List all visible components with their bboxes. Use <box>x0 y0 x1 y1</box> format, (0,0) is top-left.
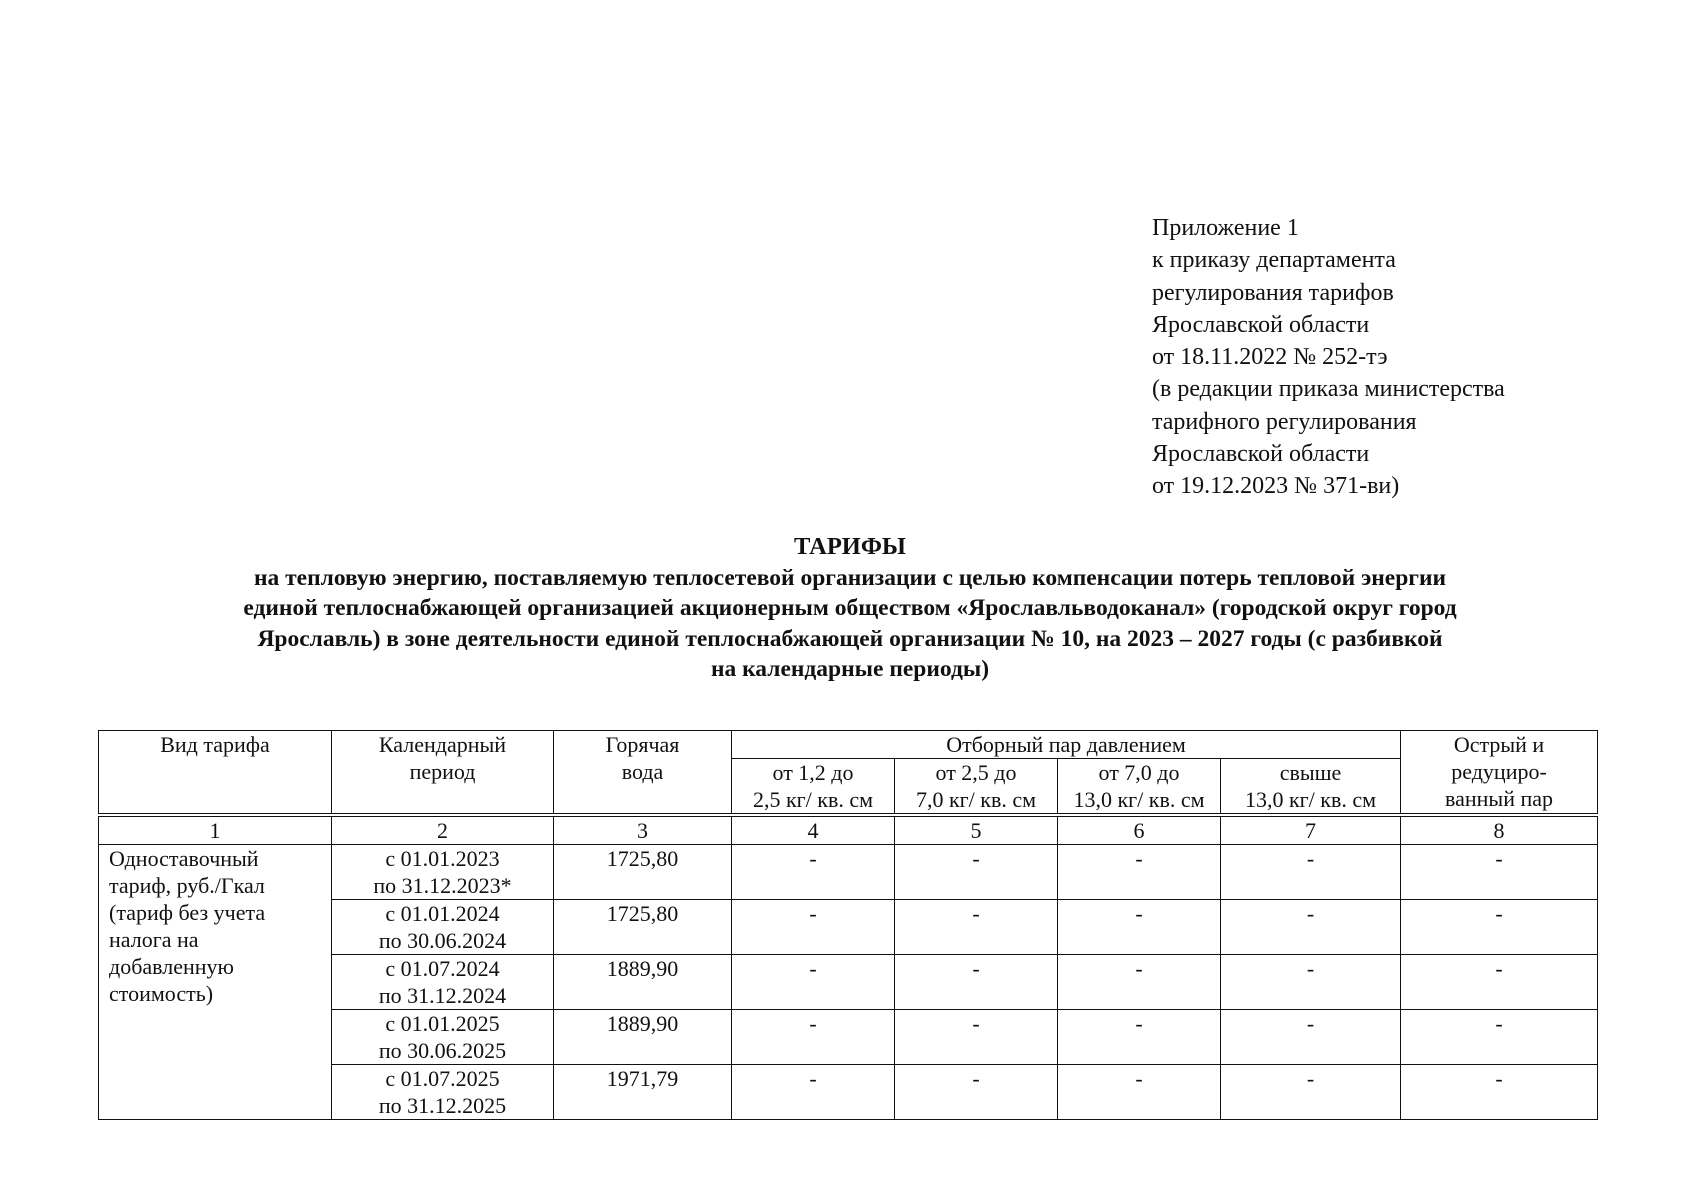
hot-water-cell: 1725,80 <box>554 900 732 955</box>
column-number: 3 <box>554 815 732 845</box>
steam-4-cell: - <box>1221 1065 1401 1120</box>
sharp-steam-cell: - <box>1401 955 1598 1010</box>
sharp-steam-cell: - <box>1401 1010 1598 1065</box>
table-row <box>99 845 1598 900</box>
title-line: Ярославль) в зоне деятельности единой теплоснабжающей организации № 10, на 2023 – 2027 годы (с разбивкой <box>257 625 1443 652</box>
hot-water-cell: 1725,80 <box>554 845 732 900</box>
header-steam-3: от 7,0 до 13,0 кг/ кв. см <box>1058 759 1221 816</box>
header-tariff-type: Вид тарифа <box>99 731 332 816</box>
steam-2-cell: - <box>895 1065 1058 1120</box>
sharp-steam-cell: - <box>1401 1065 1598 1120</box>
period-cell: с 01.01.2023 по 31.12.2023* <box>332 845 554 900</box>
appendix-line: Ярославской области <box>1152 441 1370 468</box>
column-number: 5 <box>895 815 1058 845</box>
appendix-line: к приказу департамента <box>1152 247 1396 274</box>
appendix-line: регулирования тарифов <box>1152 279 1394 306</box>
appendix-line: Приложение 1 <box>1152 215 1299 241</box>
sharp-steam-cell: - <box>1401 900 1598 955</box>
header-period: Календарный период <box>332 731 554 816</box>
title-line: на календарные периоды) <box>710 656 990 682</box>
steam-2-cell: - <box>895 845 1058 900</box>
steam-3-cell: - <box>1058 955 1221 1010</box>
hot-water-cell: 1889,90 <box>554 1010 732 1065</box>
appendix-line: Ярославской области <box>1152 311 1370 338</box>
steam-3-cell: - <box>1058 1065 1221 1120</box>
header-steam-1: от 1,2 до 2,5 кг/ кв. см <box>732 759 895 816</box>
document-title <box>100 532 1600 685</box>
period-cell: с 01.07.2024 по 31.12.2024 <box>332 955 554 1010</box>
steam-1-cell: - <box>732 1010 895 1065</box>
appendix-line: (в редакции приказа министерства <box>1152 376 1505 403</box>
column-number: 4 <box>732 815 895 845</box>
page-title: ТАРИФЫ <box>794 533 906 560</box>
steam-4-cell: - <box>1221 955 1401 1010</box>
period-cell: с 01.07.2025 по 31.12.2025 <box>332 1065 554 1120</box>
period-cell: с 01.01.2024 по 30.06.2024 <box>332 900 554 955</box>
header-steam-2: от 2,5 до 7,0 кг/ кв. см <box>895 759 1058 816</box>
column-number: 2 <box>332 815 554 845</box>
column-number: 8 <box>1401 815 1598 845</box>
appendix-line: от 18.11.2022 № 252-тэ <box>1152 344 1388 371</box>
tariff-type-cell: Одноставочный тариф, руб./Гкал (тариф без учета налога на добавленную стоимость) <box>99 845 332 1120</box>
header-steam-4: свыше 13,0 кг/ кв. см <box>1221 759 1401 816</box>
steam-1-cell: - <box>732 845 895 900</box>
appendix-note <box>1152 212 1672 503</box>
column-number: 7 <box>1221 815 1401 845</box>
steam-2-cell: - <box>895 955 1058 1010</box>
appendix-line: от 19.12.2023 № 371-ви) <box>1152 473 1400 500</box>
steam-4-cell: - <box>1221 900 1401 955</box>
column-number: 6 <box>1058 815 1221 845</box>
header-hot-water: Горячая вода <box>554 731 732 816</box>
steam-2-cell: - <box>895 900 1058 955</box>
title-line: на тепловую энергию, поставляемую теплосетевой организации с целью компенсации потерь тепловой энергии <box>253 564 1447 591</box>
title-line: единой теплоснабжающей организацией акционерным обществом «Ярославльводоканал» (городской округ город <box>243 595 1457 621</box>
sharp-steam-cell: - <box>1401 845 1598 900</box>
steam-3-cell: - <box>1058 900 1221 955</box>
appendix-line: тарифного регулирования <box>1152 408 1417 435</box>
steam-2-cell: - <box>895 1010 1058 1065</box>
hot-water-cell: 1889,90 <box>554 955 732 1010</box>
period-cell: с 01.01.2025 по 30.06.2025 <box>332 1010 554 1065</box>
steam-1-cell: - <box>732 955 895 1010</box>
header-sharp-steam: Острый и редуциро- ванный пар <box>1401 731 1598 816</box>
tariff-table <box>98 730 1598 1120</box>
steam-1-cell: - <box>732 1065 895 1120</box>
header-steam-group: Отборный пар давлением <box>732 731 1401 759</box>
steam-4-cell: - <box>1221 1010 1401 1065</box>
column-number-row <box>99 815 1598 845</box>
steam-3-cell: - <box>1058 845 1221 900</box>
hot-water-cell: 1971,79 <box>554 1065 732 1120</box>
column-number: 1 <box>99 815 332 845</box>
steam-1-cell: - <box>732 900 895 955</box>
steam-4-cell: - <box>1221 845 1401 900</box>
steam-3-cell: - <box>1058 1010 1221 1065</box>
